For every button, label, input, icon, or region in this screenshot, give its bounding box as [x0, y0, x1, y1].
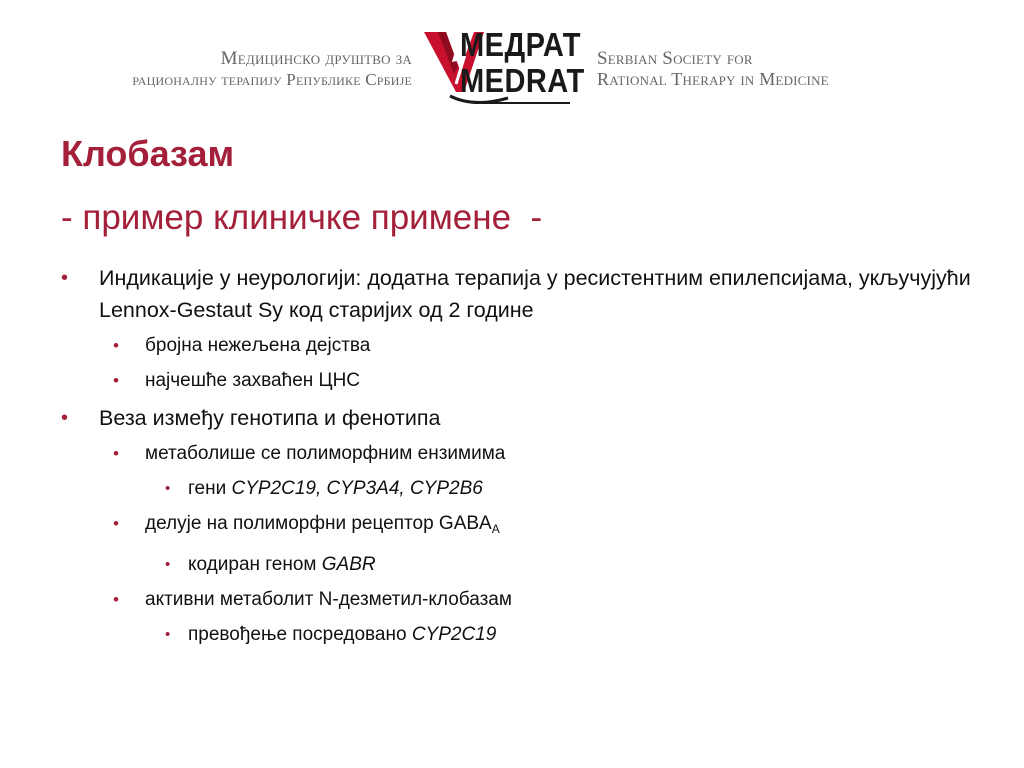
- bullet-icon: •: [165, 626, 171, 643]
- logo-wordmark-cyrillic: МЕДРАТ: [460, 26, 581, 63]
- org-name-serbian-line2: рационалну терапију Републике Србије: [132, 70, 412, 89]
- bullet-icon: •: [61, 267, 69, 289]
- sub-sub-bullet-gabr: [61, 551, 981, 578]
- bullet-text-prefix: кодиран геном: [188, 554, 322, 575]
- sub-bullet-receptor: [61, 510, 981, 543]
- bullet-text: метаболише се полиморфним ензимима: [145, 443, 506, 464]
- sub-bullet-cns: [61, 367, 981, 394]
- bullet-icon: •: [113, 590, 119, 609]
- subscript: A: [491, 522, 500, 536]
- bullet-indications: [61, 262, 981, 326]
- org-name-serbian: [132, 48, 412, 90]
- gene-name: GABR: [321, 554, 376, 575]
- medrat-logo: [424, 26, 585, 110]
- sub-bullet-active-metabolite: [61, 586, 981, 613]
- bullet-text: делује на полиморфни рецептор GABA: [145, 513, 492, 534]
- bullet-icon: •: [113, 371, 119, 390]
- logo-wordmark-latin: MEDRAT: [460, 62, 585, 99]
- bullet-icon: •: [113, 514, 119, 533]
- gene-names: CYP2C19, CYP3A4, CYP2B6: [231, 478, 483, 499]
- bullet-icon: •: [113, 444, 119, 463]
- bullet-icon: •: [165, 480, 171, 497]
- bullet-list: [61, 262, 981, 656]
- slide-subtitle: - пример клиничке примене -: [61, 198, 543, 237]
- bullet-text: Индикације у неурологији: додатна терапија у ресистентним епилепсијама, укључујући Lennox-Gestaut Sy код старијих од 2 године: [99, 266, 971, 322]
- bullet-genotype-phenotype: [61, 402, 981, 434]
- org-name-english-line1: Serbian Society for: [597, 48, 753, 69]
- bullet-text-prefix: гени: [188, 478, 232, 499]
- slide-title: Клобазам: [61, 133, 235, 174]
- sub-bullet-adverse-effects: [61, 332, 981, 359]
- sub-sub-bullet-genes: [61, 475, 981, 502]
- bullet-icon: •: [113, 336, 119, 355]
- bullet-text: најчешће захваћен ЦНС: [145, 370, 361, 391]
- org-name-serbian-line1: Медицинско друштво за: [220, 48, 412, 69]
- bullet-text: активни метаболит N-дезметил-клобазам: [145, 589, 512, 610]
- bullet-icon: •: [165, 556, 171, 573]
- gene-name: CYP2C19: [411, 624, 497, 645]
- bullet-text: бројна нежељена дејства: [145, 335, 371, 356]
- sub-bullet-metabolism: [61, 440, 981, 467]
- org-name-english-line2: Rational Therapy in Medicine: [597, 69, 829, 89]
- bullet-text-prefix: превођење посредовано: [188, 624, 412, 645]
- bullet-text: Веза између генотипа и фенотипа: [99, 406, 441, 430]
- sub-sub-bullet-conversion: [61, 621, 981, 648]
- org-name-english: [597, 48, 829, 90]
- bullet-icon: •: [61, 407, 69, 429]
